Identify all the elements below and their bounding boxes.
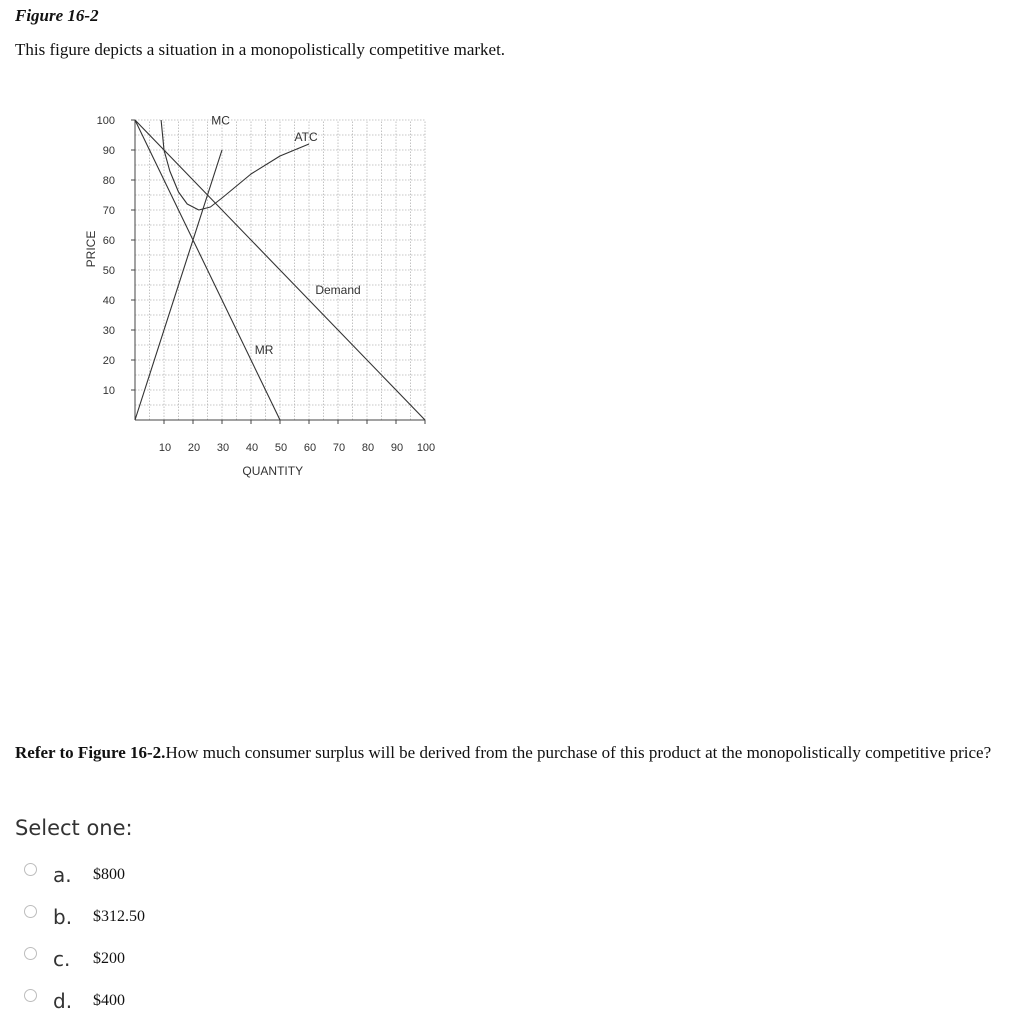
- y-tick-label: 30: [102, 325, 115, 337]
- option-letter: d.: [53, 989, 73, 1013]
- select-one-label: Select one:: [15, 816, 133, 840]
- x-tick-label: 30: [216, 442, 230, 454]
- option-letter: c.: [53, 947, 71, 971]
- x-tick-label: 100: [416, 442, 436, 454]
- mc-label: MC: [211, 113, 230, 128]
- x-tick-label: 10: [158, 442, 172, 454]
- y-tick-label: 40: [102, 295, 115, 307]
- radio-button-icon[interactable]: [24, 989, 37, 1002]
- x-tick-label: 40: [245, 442, 259, 454]
- y-tick-label: 100: [96, 115, 115, 127]
- x-tick-label: 60: [303, 442, 317, 454]
- question-body: How much consumer surplus will be derived from the purchase of this product at the monopolistically competitive price?: [165, 743, 992, 762]
- option-text: $200: [93, 950, 125, 967]
- y-tick-label: 20: [102, 355, 115, 367]
- option-d[interactable]: [24, 986, 264, 1016]
- figure-title: Figure 16-2: [15, 6, 99, 25]
- y-axis-label: PRICE: [84, 230, 98, 268]
- question-text: [15, 743, 991, 763]
- radio-button-icon[interactable]: [24, 863, 37, 876]
- x-tick-label: 80: [361, 442, 375, 454]
- option-a[interactable]: [24, 860, 264, 890]
- y-tick-label: 50: [102, 265, 115, 277]
- option-text: $400: [93, 992, 125, 1009]
- question-figure-ref: Refer to Figure 16-2.: [15, 743, 166, 762]
- x-axis-label: QUANTITY: [242, 464, 304, 478]
- option-letter: a.: [53, 863, 72, 887]
- x-tick-label: 90: [390, 442, 404, 454]
- x-tick-label: 20: [187, 442, 201, 454]
- atc-label: ATC: [294, 130, 318, 144]
- y-tick-label: 70: [102, 205, 115, 217]
- y-tick-label: 90: [102, 145, 115, 157]
- option-b[interactable]: [24, 902, 264, 932]
- option-c[interactable]: [24, 944, 264, 974]
- y-tick-label: 10: [102, 385, 115, 397]
- demand-label: Demand: [315, 283, 361, 297]
- monopolistic-competition-chart: [70, 100, 450, 485]
- y-tick-label: 80: [102, 175, 115, 187]
- option-letter: b.: [53, 905, 73, 929]
- mr-label: MR: [254, 343, 274, 357]
- y-tick-label: 60: [102, 235, 115, 247]
- radio-button-icon[interactable]: [24, 947, 37, 960]
- radio-button-icon[interactable]: [24, 905, 37, 918]
- figure-description: This figure depicts a situation in a monopolistically competitive market.: [15, 40, 506, 59]
- x-tick-label: 70: [332, 442, 346, 454]
- x-tick-label: 50: [274, 442, 288, 454]
- option-text: $312.50: [93, 908, 145, 925]
- option-text: $800: [93, 866, 125, 883]
